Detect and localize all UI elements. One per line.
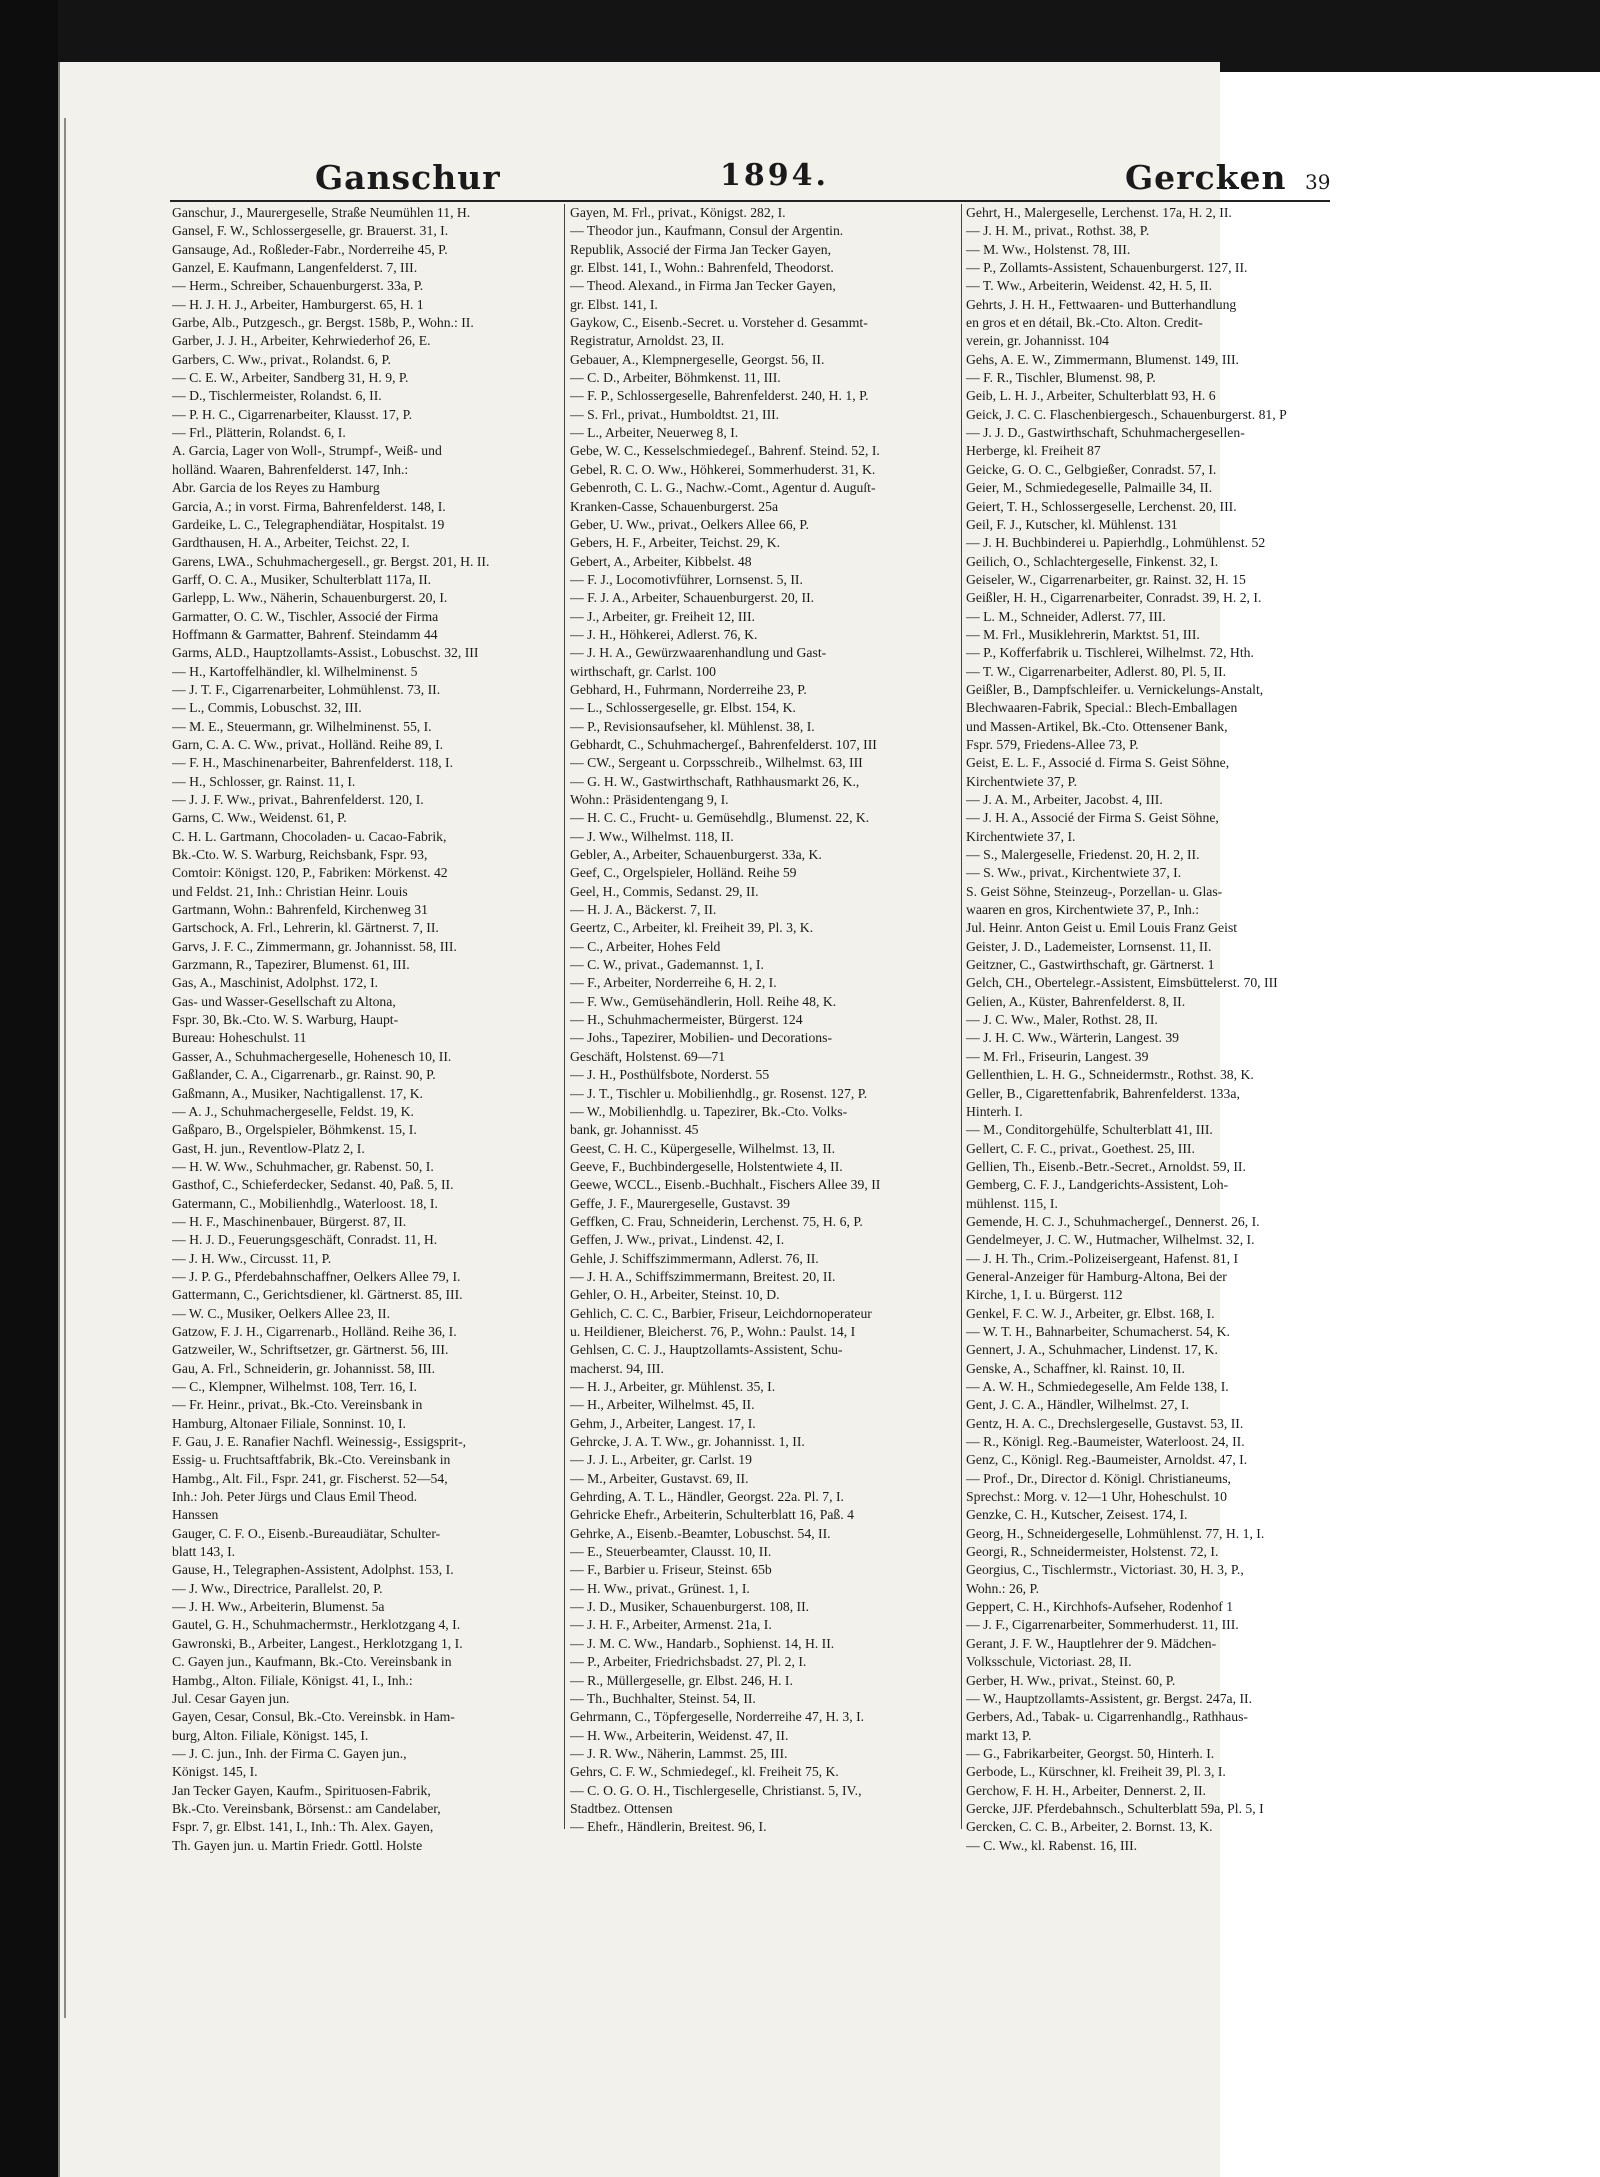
directory-entry-line: — F. R., Tischler, Blumenst. 98, P.: [966, 370, 1156, 386]
directory-entry-line: — F. J. A., Arbeiter, Schauenburgerst. 20, II.: [570, 590, 815, 606]
directory-entry-line: — M. Frl., Friseurin, Langest. 39: [966, 1048, 1149, 1064]
directory-entry-line: — J. J. L., Arbeiter, gr. Carlst. 19: [570, 1452, 752, 1468]
directory-entry-line: — J. H., Höhkerei, Adlerst. 76, K.: [570, 626, 758, 642]
directory-entry-line: Gas, A., Maschinist, Adolphst. 172, I.: [172, 975, 379, 991]
directory-entry-line: Gartmann, Wohn.: Bahrenfeld, Kirchenweg 31: [172, 902, 428, 918]
directory-entry-line: — F., Arbeiter, Norderreihe 6, H. 2, I.: [570, 975, 777, 991]
directory-entry-line: Geiseler, W., Cigarrenarbeiter, gr. Rainst. 32, H. 15: [966, 571, 1246, 587]
directory-entry-line: Gast, H. jun., Reventlow-Platz 2, I.: [172, 1140, 365, 1156]
directory-entry-line: Garber, J. J. H., Arbeiter, Kehrwiederhof 26, E.: [172, 333, 431, 349]
directory-entry-line: — J., Arbeiter, gr. Freiheit 12, III.: [570, 608, 755, 624]
directory-entry-line: Gaßmann, A., Musiker, Nachtigallenst. 17, K.: [172, 1085, 424, 1101]
directory-entry-line: Geißler, H. H., Cigarrenarbeiter, Conradst. 39, H. 2, I.: [966, 590, 1262, 606]
directory-entry-line: Hamburg, Altonaer Filiale, Sonninst. 10, I.: [172, 1415, 406, 1431]
directory-entry-line: — H. W. Ww., Schuhmacher, gr. Rabenst. 50, I.: [172, 1158, 434, 1174]
directory-entry-line: Hanssen: [172, 1507, 219, 1523]
directory-entry-line: — F., Barbier u. Friseur, Steinst. 65b: [570, 1562, 772, 1578]
directory-entry-line: — Johs., Tapezirer, Mobilien- und Decorations-: [570, 1030, 833, 1046]
directory-entry-line: C. H. L. Gartmann, Chocoladen- u. Cacao-Fabrik,: [172, 828, 447, 844]
directory-entry-line: — P., Arbeiter, Friedrichsbadst. 27, Pl. 2, I.: [570, 1654, 807, 1670]
directory-entry-line: Gebhardt, C., Schuhmachergeſ., Bahrenfelderst. 107, III: [570, 736, 877, 752]
directory-entry-line: Gaßparo, B., Orgelspieler, Böhmkenst. 15, I.: [172, 1122, 417, 1138]
directory-entry-line: Geicke, G. O. C., Gelbgießer, Conradst. 57, I.: [966, 461, 1217, 477]
directory-entry-line: — J. H. A., Schiffszimmermann, Breitest. 20, II.: [570, 1268, 836, 1284]
directory-entry-line: — J. H. Ww., Circusst. 11, P.: [172, 1250, 332, 1266]
directory-entry-line: burg, Alton. Filiale, Königst. 145, I.: [172, 1727, 369, 1743]
directory-entry-line: — J. M. C. Ww., Handarb., Sophienst. 14, H. II.: [570, 1635, 835, 1651]
directory-entry-line: Kirchentwiete 37, P.: [966, 773, 1077, 789]
directory-entry-line: — Th., Buchhalter, Steinst. 54, II.: [570, 1690, 756, 1706]
directory-entry-line: Geschäft, Holstenst. 69—71: [570, 1048, 726, 1064]
directory-entry-line: Geertz, C., Arbeiter, kl. Freiheit 39, Pl. 3, K.: [570, 920, 814, 936]
directory-entry-line: Kirche, 1, I. u. Bürgerst. 112: [966, 1287, 1123, 1303]
directory-entry-line: Gercken, C. C. B., Arbeiter, 2. Bornst. 13, K.: [966, 1819, 1213, 1835]
directory-entry-line: Herberge, kl. Freiheit 87: [966, 443, 1101, 459]
directory-entry-line: — D., Tischlermeister, Rolandst. 6, II.: [172, 388, 382, 404]
directory-entry-line: mühlenst. 115, I.: [966, 1195, 1058, 1211]
directory-entry-line: Gebel, R. C. O. Ww., Höhkerei, Sommerhuderst. 31, K.: [570, 461, 876, 477]
column-middle: [570, 204, 958, 1837]
header-left-keyword: Ganschur: [315, 158, 501, 197]
column-divider-2: [961, 204, 962, 1829]
directory-entry-line: — H., Kartoffelhändler, kl. Wilhelminenst. 5: [172, 663, 418, 679]
directory-entry-line: und Feldst. 21, Inh.: Christian Heinr. Louis: [172, 883, 408, 899]
directory-entry-line: Geppert, C. H., Kirchhofs-Aufseher, Rodenhof 1: [966, 1599, 1234, 1615]
directory-entry-line: Garlepp, L. Ww., Näherin, Schauenburgerst. 20, I.: [172, 590, 448, 606]
directory-entry-line: — S. Frl., privat., Humboldtst. 21, III.: [570, 406, 780, 422]
directory-entry-line: Georgius, C., Tischlermstr., Victoriast. 30, H. 3, P.,: [966, 1562, 1244, 1578]
directory-entry-line: — W. T. H., Bahnarbeiter, Schumacherst. 54, K.: [966, 1323, 1230, 1339]
directory-entry-line: Gendelmeyer, J. C. W., Hutmacher, Wilhelmst. 32, I.: [966, 1232, 1255, 1248]
directory-entry-line: Georg, H., Schneidergeselle, Lohmühlenst. 77, H. 1, I.: [966, 1525, 1265, 1541]
directory-entry-line: Stadtbez. Ottensen: [570, 1800, 673, 1816]
directory-entry-line: — J. H., Posthülfsbote, Norderst. 55: [570, 1067, 770, 1083]
directory-entry-line: Geister, J. D., Lademeister, Lornsenst. 11, II.: [966, 938, 1212, 954]
directory-entry-line: — J. H. A., Associé der Firma S. Geist Söhne,: [966, 810, 1219, 826]
directory-entry-line: — M., Arbeiter, Gustavst. 69, II.: [570, 1470, 749, 1486]
directory-entry-line: — P., Zollamts-Assistent, Schauenburgerst. 127, II.: [966, 260, 1248, 276]
directory-entry-line: — J. J. D., Gastwirthschaft, Schuhmachergesellen-: [966, 425, 1245, 441]
directory-entry-line: — T. W., Cigarrenarbeiter, Adlerst. 80, Pl. 5, II.: [966, 663, 1227, 679]
header-rule: [170, 200, 1330, 202]
directory-entry-line: Fspr. 579, Friedens-Allee 73, P.: [966, 736, 1139, 752]
directory-entry-line: — J. J. F. Ww., privat., Bahrenfelderst. 120, I.: [172, 792, 424, 807]
directory-entry-line: — H., Schlosser, gr. Rainst. 11, I.: [172, 773, 356, 789]
directory-entry-line: Gebers, H. F., Arbeiter, Teichst. 29, K.: [570, 535, 781, 551]
directory-entry-line: Gansel, F. W., Schlossergeselle, gr. Brauerst. 31, I.: [172, 223, 449, 239]
directory-entry-line: Gehrmann, C., Töpfergeselle, Norderreihe 47, H. 3, I.: [570, 1709, 865, 1725]
directory-entry-line: Gellenthien, L. H. G., Schneidermstr., Rothst. 38, K.: [966, 1067, 1254, 1083]
directory-entry-line: — J. T., Tischler u. Mobilienhdlg., gr. Rosenst. 127, P.: [570, 1085, 868, 1101]
directory-entry-line: — Herm., Schreiber, Schauenburgerst. 33a, P.: [172, 278, 424, 294]
directory-entry-line: — Theodor jun., Kaufmann, Consul der Argentin.: [570, 223, 844, 239]
directory-entry-line: S. Geist Söhne, Steinzeug-, Porzellan- u. Glas-: [966, 883, 1223, 899]
directory-entry-line: gr. Elbst. 141, I., Wohn.: Bahrenfeld, Theodorst.: [570, 260, 834, 276]
directory-entry-line: Gatzow, F. J. H., Cigarrenarb., Holländ. Reihe 36, I.: [172, 1323, 457, 1339]
directory-entry-line: General-Anzeiger für Hamburg-Altona, Bei der: [966, 1268, 1227, 1284]
directory-entry-line: Gehs, A. E. W., Zimmermann, Blumenst. 149, III.: [966, 351, 1239, 367]
directory-entry-line: Genz, C., Königl. Reg.-Baumeister, Arnoldst. 47, I.: [966, 1452, 1248, 1468]
directory-entry-line: Garff, O. C. A., Musiker, Schulterblatt 117a, II.: [172, 571, 432, 587]
directory-entry-line: Garms, ALD., Hauptzollamts-Assist., Lobuschst. 32, III: [172, 645, 479, 661]
directory-entry-line: Gennert, J. A., Schuhmacher, Lindenst. 17, K.: [966, 1342, 1218, 1358]
directory-entry-line: — L. M., Schneider, Adlerst. 77, III.: [966, 608, 1166, 624]
directory-entry-line: — C., Klempner, Wilhelmst. 108, Terr. 16, I.: [172, 1379, 417, 1394]
directory-entry-line: Volksschule, Victoriast. 28, II.: [966, 1654, 1132, 1670]
directory-entry-line: Georgi, R., Schneidermeister, Holstenst. 72, I.: [966, 1544, 1219, 1560]
directory-entry-line: — Theod. Alexand., in Firma Jan Tecker Gayen,: [570, 278, 836, 294]
directory-entry-line: Gartschock, A. Frl., Lehrerin, kl. Gärtnerst. 7, II.: [172, 920, 439, 936]
directory-entry-line: — H. J. D., Feuerungsgeschäft, Conradst. 11, H.: [172, 1232, 438, 1248]
directory-entry-line: Gerbode, L., Kürschner, kl. Freiheit 39, Pl. 3, I.: [966, 1764, 1226, 1780]
directory-entry-line: — F. P., Schlossergeselle, Bahrenfelderst. 240, H. 1, P.: [570, 388, 869, 404]
directory-entry-line: Gansauge, Ad., Roßleder-Fabr., Norderreihe 45, P.: [172, 241, 448, 257]
directory-entry-line: — G., Fabrikarbeiter, Georgst. 50, Hinterh. I.: [966, 1745, 1215, 1761]
directory-entry-line: Geier, M., Schmiedegeselle, Palmaille 34, II.: [966, 480, 1213, 496]
directory-entry-line: — C., Arbeiter, Hohes Feld: [570, 938, 721, 954]
directory-entry-line: Garens, LWA., Schuhmachergesell., gr. Bergst. 201, H. II.: [172, 553, 490, 569]
directory-entry-line: — M., Conditorgehülfe, Schulterblatt 41, III.: [966, 1122, 1213, 1138]
directory-entry-line: macherst. 94, III.: [570, 1360, 664, 1376]
directory-entry-line: Gent, J. C. A., Händler, Wilhelmst. 27, I.: [966, 1397, 1189, 1413]
column-right: [966, 204, 1346, 1855]
directory-entry-line: — C. Ww., kl. Rabenst. 16, III.: [966, 1837, 1138, 1853]
column-left: [172, 204, 560, 1855]
directory-entry-line: Geffe, J. F., Maurergeselle, Gustavst. 39: [570, 1195, 791, 1211]
directory-entry-line: — P., Kofferfabrik u. Tischlerei, Wilhelmst. 72, Hth.: [966, 645, 1254, 661]
directory-entry-line: markt 13, P.: [966, 1727, 1032, 1743]
directory-entry-line: — E., Steuerbeamter, Clausst. 10, II.: [570, 1544, 772, 1560]
directory-entry-line: Geef, C., Orgelspieler, Holländ. Reihe 59: [570, 865, 797, 881]
directory-entry-line: Gebler, A., Arbeiter, Schauenburgerst. 33a, K.: [570, 847, 822, 863]
directory-entry-line: Garbers, C. Ww., privat., Rolandst. 6, P.: [172, 351, 391, 367]
directory-entry-line: — T. Ww., Arbeiterin, Weidenst. 42, H. 5, II.: [966, 278, 1212, 294]
directory-entry-line: — J. R. Ww., Näherin, Lammst. 25, III.: [570, 1745, 788, 1761]
directory-entry-line: Th. Gayen jun. u. Martin Friedr. Gottl. Holste: [172, 1837, 423, 1853]
page-number: 39: [1305, 170, 1331, 194]
directory-entry-line: Gehlsen, C. C. J., Hauptzollamts-Assistent, Schu-: [570, 1342, 843, 1358]
directory-entry-line: Gardeike, L. C., Telegraphendiätar, Hospitalst. 19: [172, 516, 445, 532]
column-divider-1: [564, 204, 565, 1829]
directory-entry-line: Ganzel, E. Kaufmann, Langenfelderst. 7, III.: [172, 260, 418, 276]
directory-entry-line: Comtoir: Königst. 120, P., Fabriken: Mörkenst. 42: [172, 865, 448, 881]
directory-entry-line: Geeve, F., Buchbindergeselle, Holstentwiete 4, II.: [570, 1158, 843, 1174]
directory-entry-line: Geib, L. H. J., Arbeiter, Schulterblatt 93, H. 6: [966, 388, 1216, 404]
directory-entry-line: Gauger, C. F. O., Eisenb.-Bureaudiätar, Schulter-: [172, 1525, 441, 1541]
directory-entry-line: — J. H. Buchbinderei u. Papierhdlg., Lohmühlenst. 52: [966, 535, 1266, 551]
directory-entry-line: — F. J., Locomotivführer, Lornsenst. 5, II.: [570, 571, 803, 587]
directory-entry-line: Gas- und Wasser-Gesellschaft zu Altona,: [172, 993, 396, 1009]
directory-entry-line: Garcia, A.; in vorst. Firma, Bahrenfelderst. 148, I.: [172, 498, 446, 514]
directory-entry-line: Gebauer, A., Klempnergeselle, Georgst. 56, II.: [570, 351, 825, 367]
directory-entry-line: — J. H. A., Gewürzwaarenhandlung und Gast-: [570, 645, 827, 661]
directory-entry-line: — H. Ww., privat., Grünest. 1, I.: [570, 1580, 750, 1596]
directory-entry-line: Bk.-Cto. W. S. Warburg, Reichsbank, Fspr. 93,: [172, 847, 428, 863]
directory-entry-line: Geißler, B., Dampfschleifer. u. Vernickelungs-Anstalt,: [966, 681, 1264, 697]
directory-entry-line: — J. H. Th., Crim.-Polizeisergeant, Hafenst. 81, I: [966, 1250, 1239, 1266]
directory-entry-line: und Massen-Artikel, Bk.-Cto. Ottensener Bank,: [966, 718, 1228, 734]
directory-entry-line: Kranken-Casse, Schauenburgerst. 25a: [570, 498, 779, 514]
directory-entry-line: Geffken, C. Frau, Schneiderin, Lerchenst. 75, H. 6, P.: [570, 1213, 863, 1229]
directory-entry-line: — Prof., Dr., Director d. Königl. Christianeums,: [966, 1470, 1231, 1486]
directory-entry-line: Geller, B., Cigarettenfabrik, Bahrenfelderst. 133a,: [966, 1085, 1240, 1101]
directory-entry-line: Fspr. 7, gr. Elbst. 141, I., Inh.: Th. Alex. Gayen,: [172, 1819, 434, 1835]
directory-entry-line: bank, gr. Johannisst. 45: [570, 1122, 699, 1138]
directory-entry-line: Gayen, M. Frl., privat., Königst. 282, I.: [570, 205, 786, 220]
directory-entry-line: Essig- u. Fruchtsaftfabrik, Bk.-Cto. Vereinsbank in: [172, 1452, 451, 1468]
directory-entry-line: Gehrt, H., Malergeselle, Lerchenst. 17a, H. 2, II.: [966, 205, 1232, 220]
directory-entry-line: verein, gr. Johannisst. 104: [966, 333, 1109, 349]
directory-entry-line: — W. C., Musiker, Oelkers Allee 23, II.: [172, 1305, 391, 1321]
page-header: [165, 158, 1365, 198]
directory-entry-line: Gemberg, C. F. J., Landgerichts-Assistent, Loh-: [966, 1177, 1229, 1193]
directory-entry-line: — S. Ww., privat., Kirchentwiete 37, I.: [966, 865, 1182, 881]
directory-entry-line: — J. H. Ww., Arbeiterin, Blumenst. 5a: [172, 1599, 385, 1615]
directory-entry-line: Sprechst.: Morg. v. 12—1 Uhr, Hoheschulst. 10: [966, 1489, 1228, 1505]
directory-entry-line: Inh.: Joh. Peter Jürgs und Claus Emil Theod.: [172, 1489, 418, 1505]
directory-entry-line: Geffen, J. Ww., privat., Lindenst. 42, I.: [570, 1232, 785, 1248]
directory-entry-line: — CW., Sergeant u. Corpsschreib., Wilhelmst. 63, III: [570, 755, 863, 771]
directory-entry-line: Gebhard, H., Fuhrmann, Norderreihe 23, P.: [570, 681, 807, 697]
directory-entry-line: Gerbers, Ad., Tabak- u. Cigarrenhandlg., Rathhaus-: [966, 1709, 1248, 1725]
directory-entry-line: — L., Schlossergeselle, gr. Elbst. 154, K.: [570, 700, 796, 716]
directory-entry-line: — C. O. G. O. H., Tischlergeselle, Christianst. 5, IV.,: [570, 1782, 862, 1798]
directory-entry-line: Gelch, CH., Obertelegr.-Assistent, Eimsbüttelerst. 70, III: [966, 975, 1278, 991]
directory-entry-line: — J. F., Cigarrenarbeiter, Sommerhuderst. 11, III.: [966, 1617, 1239, 1633]
directory-entry-line: Gawronski, B., Arbeiter, Langest., Herklotzgang 1, I.: [172, 1635, 463, 1651]
directory-entry-line: Jul. Heinr. Anton Geist u. Emil Louis Franz Geist: [966, 920, 1238, 936]
directory-entry-line: Gercke, JJF. Pferdebahnsch., Schulterblatt 59a, Pl. 5, I: [966, 1800, 1264, 1816]
directory-entry-line: blatt 143, I.: [172, 1544, 236, 1560]
directory-entry-line: Gautel, G. H., Schuhmachermstr., Herklotzgang 4, I.: [172, 1617, 461, 1633]
directory-entry-line: Geest, C. H. C., Küpergeselle, Wilhelmst. 13, II.: [570, 1140, 836, 1156]
directory-entry-line: Gellien, Th., Eisenb.-Betr.-Secret., Arnoldst. 59, II.: [966, 1158, 1246, 1174]
directory-entry-line: — C. D., Arbeiter, Böhmkenst. 11, III.: [570, 370, 781, 386]
directory-entry-line: Gerchow, F. H. H., Arbeiter, Dennerst. 2, II.: [966, 1782, 1206, 1798]
directory-entry-line: F. Gau, J. E. Ranafier Nachfl. Weinessig-, Essigsprit-,: [172, 1434, 467, 1450]
directory-entry-line: Garbe, Alb., Putzgesch., gr. Bergst. 158b, P., Wohn.: II.: [172, 315, 474, 331]
directory-entry-line: Hoffmann & Garmatter, Bahrenf. Steindamm 44: [172, 626, 438, 642]
directory-entry-line: — M. E., Steuermann, gr. Wilhelminenst. 55, I.: [172, 718, 432, 734]
directory-entry-line: — H. J. A., Bäckerst. 7, II.: [570, 902, 717, 918]
directory-entry-line: Gebe, W. C., Kesselschmiedegeſ., Bahrenf. Steind. 52, I.: [570, 443, 880, 459]
directory-entry-line: Ganschur, J., Maurergeselle, Straße Neumühlen 11, H.: [172, 205, 471, 220]
directory-entry-line: — L., Arbeiter, Neuerweg 8, I.: [570, 425, 739, 441]
directory-entry-line: Gatermann, C., Mobilienhdlg., Waterloost. 18, I.: [172, 1195, 438, 1211]
directory-entry-line: Abr. Garcia de los Reyes zu Hamburg: [172, 480, 380, 496]
directory-entry-line: Jan Tecker Gayen, Kaufm., Spirituosen-Fabrik,: [172, 1782, 431, 1798]
header-year: 1894.: [720, 158, 829, 193]
directory-entry-line: Gause, H., Telegraphen-Assistent, Adolphst. 153, I.: [172, 1562, 454, 1578]
directory-entry-line: — H., Arbeiter, Wilhelmst. 45, II.: [570, 1397, 755, 1413]
directory-entry-line: holländ. Waaren, Bahrenfelderst. 147, Inh.:: [172, 461, 409, 477]
directory-entry-line: A. Garcia, Lager von Woll-, Strumpf-, Weiß- und: [172, 443, 442, 459]
directory-entry-line: Wohn.: 26, P.: [966, 1580, 1040, 1596]
directory-entry-line: Gehle, J. Schiffszimmermann, Adlerst. 76, II.: [570, 1250, 819, 1266]
directory-entry-line: — J. Ww., Directrice, Parallelst. 20, P.: [172, 1580, 383, 1596]
directory-entry-line: — S., Malergeselle, Friedenst. 20, H. 2, II.: [966, 847, 1200, 863]
directory-entry-line: — J. T. F., Cigarrenarbeiter, Lohmühlenst. 73, II.: [172, 681, 441, 697]
directory-entry-line: waaren en gros, Kirchentwiete 37, P., Inh.:: [966, 902, 1200, 918]
directory-entry-line: Gerant, J. F. W., Hauptlehrer der 9. Mädchen-: [966, 1635, 1217, 1651]
directory-entry-line: Gehrts, J. H. H., Fettwaaren- und Butterhandlung: [966, 296, 1237, 312]
directory-entry-line: — H. Ww., Arbeiterin, Weidenst. 47, II.: [570, 1727, 789, 1743]
directory-entry-line: — Frl., Plätterin, Rolandst. 6, I.: [172, 425, 346, 441]
directory-entry-line: Garmatter, O. C. W., Tischler, Associé der Firma: [172, 608, 439, 624]
directory-entry-line: Gaykow, C., Eisenb.-Secret. u. Vorsteher d. Gesammt-: [570, 315, 868, 331]
directory-entry-line: Garvs, J. F. C., Zimmermann, gr. Johannisst. 58, III.: [172, 938, 457, 954]
directory-entry-line: — C. E. W., Arbeiter, Sandberg 31, H. 9, P.: [172, 370, 409, 386]
directory-entry-line: Gehrding, A. T. L., Händler, Georgst. 22a. Pl. 7, I.: [570, 1489, 844, 1505]
directory-entry-line: Gardthausen, H. A., Arbeiter, Teichst. 22, I.: [172, 535, 410, 551]
directory-entry-line: Kirchentwiete 37, I.: [966, 828, 1076, 844]
directory-entry-line: Blechwaaren-Fabrik, Special.: Blech-Emballagen: [966, 700, 1238, 716]
directory-entry-line: Registratur, Arnoldst. 23, II.: [570, 333, 725, 349]
directory-entry-line: Gehler, O. H., Arbeiter, Steinst. 10, D.: [570, 1287, 780, 1303]
directory-entry-line: — F. Ww., Gemüsehändlerin, Holl. Reihe 48, K.: [570, 993, 837, 1009]
directory-entry-line: — F. H., Maschinenarbeiter, Bahrenfelderst. 118, I.: [172, 755, 454, 771]
directory-entry-line: — W., Hauptzollamts-Assistent, gr. Bergst. 247a, II.: [966, 1690, 1253, 1706]
directory-entry-line: — L., Commis, Lobuschst. 32, III.: [172, 700, 362, 716]
directory-entry-line: — J. H. C. Ww., Wärterin, Langest. 39: [966, 1030, 1180, 1046]
scan-left-margin: [0, 0, 58, 2177]
directory-entry-line: Gebert, A., Arbeiter, Kibbelst. 48: [570, 553, 752, 569]
directory-entry-line: Fspr. 30, Bk.-Cto. W. S. Warburg, Haupt-: [172, 1012, 399, 1028]
directory-entry-line: Gehm, J., Arbeiter, Langest. 17, I.: [570, 1415, 756, 1431]
directory-entry-line: Gehricke Ehefr., Arbeiterin, Schulterblatt 16, Paß. 4: [570, 1507, 854, 1523]
directory-entry-line: Jul. Cesar Gayen jun.: [172, 1690, 290, 1706]
directory-entry-line: — J. C. jun., Inh. der Firma C. Gayen jun.,: [172, 1745, 407, 1761]
directory-entry-line: — J. D., Musiker, Schauenburgerst. 108, II.: [570, 1599, 810, 1615]
directory-entry-line: — H. J. H. J., Arbeiter, Hamburgerst. 65, H. 1: [172, 296, 424, 312]
directory-entry-line: Geel, H., Commis, Sedanst. 29, II.: [570, 883, 759, 899]
header-right-keyword: Gercken: [1125, 158, 1287, 197]
directory-entry-line: Hambg., Alt. Fil., Fspr. 241, gr. Fischerst. 52—54,: [172, 1470, 448, 1486]
directory-entry-line: Gellert, C. F. C., privat., Goethest. 25, III.: [966, 1140, 1195, 1156]
directory-entry-line: Gehrcke, J. A. T. Ww., gr. Johannisst. 1, II.: [570, 1434, 805, 1450]
directory-entry-line: — H. F., Maschinenbauer, Bürgerst. 87, II.: [172, 1213, 407, 1229]
directory-entry-line: — A. W. H., Schmiedegeselle, Am Felde 138, I.: [966, 1379, 1229, 1394]
directory-entry-line: Bureau: Hoheschulst. 11: [172, 1030, 307, 1046]
directory-entry-line: C. Gayen jun., Kaufmann, Bk.-Cto. Vereinsbank in: [172, 1654, 452, 1670]
directory-entry-line: — A. J., Schuhmachergeselle, Feldst. 19, K.: [172, 1103, 414, 1119]
directory-entry-line: — Fr. Heinr., privat., Bk.-Cto. Vereinsbank in: [172, 1397, 423, 1413]
directory-entry-line: Genzke, C. H., Kutscher, Zeisest. 174, I.: [966, 1507, 1188, 1523]
directory-entry-line: Gehrs, C. F. W., Schmiedegeſ., kl. Freiheit 75, K.: [570, 1764, 839, 1780]
directory-entry-line: Gehlich, C. C. C., Barbier, Friseur, Leichdornoperateur: [570, 1305, 872, 1321]
directory-entry-line: — J. P. G., Pferdebahnschaffner, Oelkers Allee 79, I.: [172, 1268, 461, 1284]
directory-entry-line: Geist, E. L. F., Associé d. Firma S. Geist Söhne,: [966, 755, 1230, 771]
directory-entry-line: — J. Ww., Wilhelmst. 118, II.: [570, 828, 734, 844]
directory-entry-line: Garzmann, R., Tapezirer, Blumenst. 61, III.: [172, 957, 410, 973]
directory-entry-line: — G. H. W., Gastwirthschaft, Rathhausmarkt 26, K.,: [570, 773, 860, 789]
directory-entry-line: Geiert, T. H., Schlossergeselle, Lerchenst. 20, III.: [966, 498, 1237, 514]
directory-entry-line: — M. Frl., Musiklehrerin, Marktst. 51, III.: [966, 626, 1200, 642]
directory-entry-line: Gaßlander, C. A., Cigarrenarb., gr. Rainst. 90, P.: [172, 1067, 436, 1083]
directory-entry-line: Geitzner, C., Gastwirthschaft, gr. Gärtnerst. 1: [966, 957, 1215, 973]
directory-entry-line: Gayen, Cesar, Consul, Bk.-Cto. Vereinsbk. in Ham-: [172, 1709, 455, 1725]
directory-entry-line: — R., Müllergeselle, gr. Elbst. 246, H. I.: [570, 1672, 793, 1688]
directory-entry-line: gr. Elbst. 141, I.: [570, 296, 658, 312]
directory-entry-line: Gau, A. Frl., Schneiderin, gr. Johannisst. 58, III.: [172, 1360, 436, 1376]
directory-entry-line: — H. J., Arbeiter, gr. Mühlenst. 35, I.: [570, 1379, 776, 1394]
directory-entry-line: — J. C. Ww., Maler, Rothst. 28, II.: [966, 1012, 1158, 1028]
directory-entry-line: Wohn.: Präsidentengang 9, I.: [570, 792, 729, 807]
directory-entry-line: Republik, Associé der Firma Jan Tecker Gayen,: [570, 241, 832, 257]
directory-entry-line: Geick, J. C. C. Flaschenbiergesch., Schauenburgerst. 81, P: [966, 406, 1287, 422]
directory-entry-line: Bk.-Cto. Vereinsbank, Börsenst.: am Candelaber,: [172, 1800, 441, 1816]
directory-entry-line: Gatzweiler, W., Schriftsetzer, gr. Gärtnerst. 56, III.: [172, 1342, 449, 1358]
directory-entry-line: Hambg., Alton. Filiale, Königst. 41, I., Inh.:: [172, 1672, 413, 1688]
directory-entry-line: Königst. 145, I.: [172, 1764, 258, 1780]
page-fold-line: [64, 118, 66, 2018]
directory-entry-line: — J. H. M., privat., Rothst. 38, P.: [966, 223, 1150, 239]
directory-entry-line: Geil, F. J., Kutscher, kl. Mühlenst. 131: [966, 516, 1178, 532]
directory-entry-line: — H. C. C., Frucht- u. Gemüsehdlg., Blumenst. 22, K.: [570, 810, 870, 826]
directory-entry-line: Gelien, A., Küster, Bahrenfelderst. 8, II.: [966, 993, 1186, 1009]
directory-entry-line: Genkel, F. C. W. J., Arbeiter, gr. Elbst. 168, I.: [966, 1305, 1215, 1321]
directory-entry-line: — R., Königl. Reg.-Baumeister, Waterloost. 24, II.: [966, 1434, 1245, 1450]
directory-entry-line: — P., Revisionsaufseher, kl. Mühlenst. 38, I.: [570, 718, 815, 734]
directory-entry-line: — J. H. F., Arbeiter, Armenst. 21a, I.: [570, 1617, 772, 1633]
directory-entry-line: Gehrke, A., Eisenb.-Beamter, Lobuschst. 54, II.: [570, 1525, 831, 1541]
directory-entry-line: Genske, A., Schaffner, kl. Rainst. 10, II.: [966, 1360, 1185, 1376]
directory-entry-line: — C. W., privat., Gademannst. 1, I.: [570, 957, 764, 973]
directory-entry-line: Hinterh. I.: [966, 1103, 1023, 1119]
directory-entry-line: Gasthof, C., Schieferdecker, Sedanst. 40, Paß. 5, II.: [172, 1177, 454, 1193]
directory-entry-line: Geewe, WCCL., Eisenb.-Buchhalt., Fischers Allee 39, II: [570, 1177, 881, 1193]
directory-entry-line: Gebenroth, C. L. G., Nachw.-Comt., Agentur d. Auguſt-: [570, 480, 876, 496]
directory-entry-line: en gros et en détail, Bk.-Cto. Alton. Credit-: [966, 315, 1203, 331]
directory-entry-line: Gasser, A., Schuhmachergeselle, Hohenesch 10, II.: [172, 1048, 452, 1064]
directory-entry-line: Gentz, H. A. C., Drechslergeselle, Gustavst. 53, II.: [966, 1415, 1244, 1431]
directory-entry-line: u. Heildiener, Bleicherst. 76, P., Wohn.: Paulst. 14, I: [570, 1323, 856, 1339]
directory-entry-line: — W., Mobilienhdlg. u. Tapezirer, Bk.-Cto. Volks-: [570, 1103, 848, 1119]
directory-entry-line: — M. Ww., Holstenst. 78, III.: [966, 241, 1131, 257]
directory-entry-line: Gerber, H. Ww., privat., Steinst. 60, P.: [966, 1672, 1176, 1688]
directory-entry-line: Garns, C. Ww., Weidenst. 61, P.: [172, 810, 347, 826]
directory-entry-line: — Ehefr., Händlerin, Breitest. 96, I.: [570, 1819, 767, 1835]
directory-entry-line: — P. H. C., Cigarrenarbeiter, Klausst. 17, P.: [172, 406, 413, 422]
directory-entry-line: — J. A. M., Arbeiter, Jacobst. 4, III.: [966, 792, 1163, 807]
directory-entry-line: — H., Schuhmachermeister, Bürgerst. 124: [570, 1012, 803, 1028]
directory-entry-line: Geber, U. Ww., privat., Oelkers Allee 66, P.: [570, 516, 809, 532]
directory-entry-line: wirthschaft, gr. Carlst. 100: [570, 663, 716, 679]
directory-entry-line: Gemende, H. C. J., Schuhmachergeſ., Dennerst. 26, I.: [966, 1213, 1260, 1229]
directory-entry-line: Garn, C. A. C. Ww., privat., Holländ. Reihe 89, I.: [172, 736, 444, 752]
directory-entry-line: Geilich, O., Schlachtergeselle, Finkenst. 32, I.: [966, 553, 1219, 569]
directory-entry-line: Gattermann, C., Gerichtsdiener, kl. Gärtnerst. 85, III.: [172, 1287, 463, 1303]
